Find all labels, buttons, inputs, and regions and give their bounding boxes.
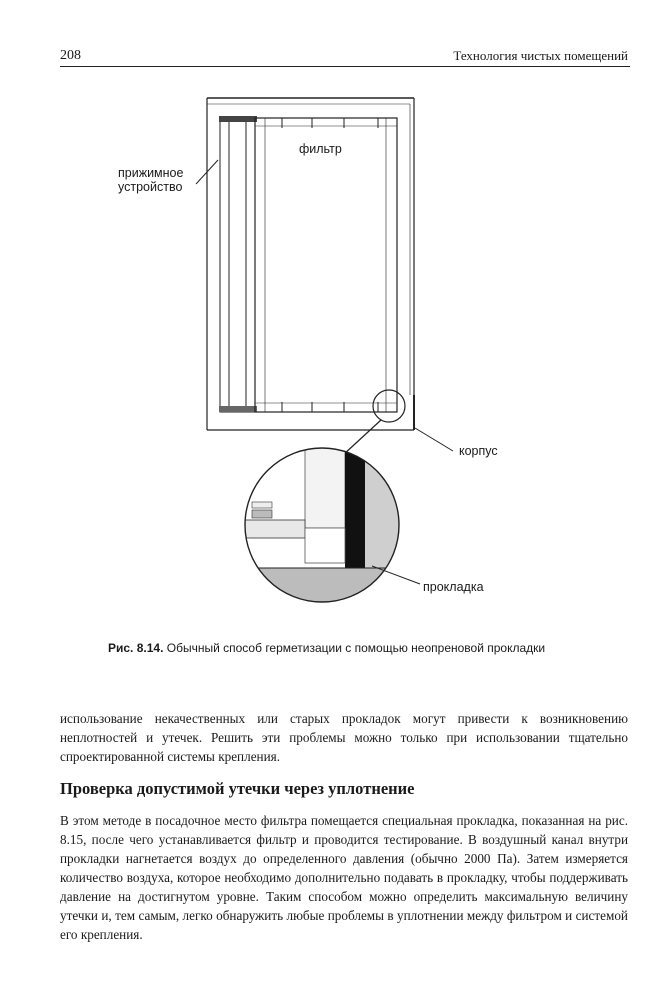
figure-caption (108, 641, 545, 655)
section-heading: Проверка допустимой утечки через уплотнение (60, 779, 415, 798)
page-number: 208 (60, 48, 81, 63)
paragraph-1: использование некачественных или старых прокладок могут привести к возникновению неплотностей и утечек. Решить эти проблемы можно только при использовании тщательно спроектированной системы крепления. (60, 711, 628, 764)
housing-leader (415, 428, 453, 451)
caption-text: Обычный способ герметизации с помощью неопреновой прокладки (163, 641, 546, 655)
label-clamp: прижимное устройство (118, 166, 184, 194)
paragraph-2: В этом методе в посадочное место фильтра помещается специальная прокладка, показанная на рис. 8.15, после чего устанавливается фильтр и проводится тестирование. В воздушный канал внутри прокладки нагнетается воздух до определенного давления (обычно 2000 Па). Затем измеряется количество воздуха, которое необходимо дополнительно подавать в прокладку, чтобы поддерживать давление на достигнутом уровне. Таким способом можно определить максимальную величину утечки и, тем самым, легко обнаружить любые проблемы в уплотнении между фильтром и системой его крепления. (60, 813, 628, 942)
filter-body (255, 118, 397, 412)
label-filter: фильтр (299, 142, 342, 156)
label-housing: корпус (459, 444, 498, 458)
detail-leader-line (343, 420, 381, 455)
running-title: Технология чистых помещений (453, 48, 628, 63)
label-gasket: прокладка (423, 580, 484, 594)
caption-number: Рис. 8.14. (108, 641, 164, 655)
zoom-detail (245, 448, 405, 608)
clamp-device (219, 116, 257, 412)
